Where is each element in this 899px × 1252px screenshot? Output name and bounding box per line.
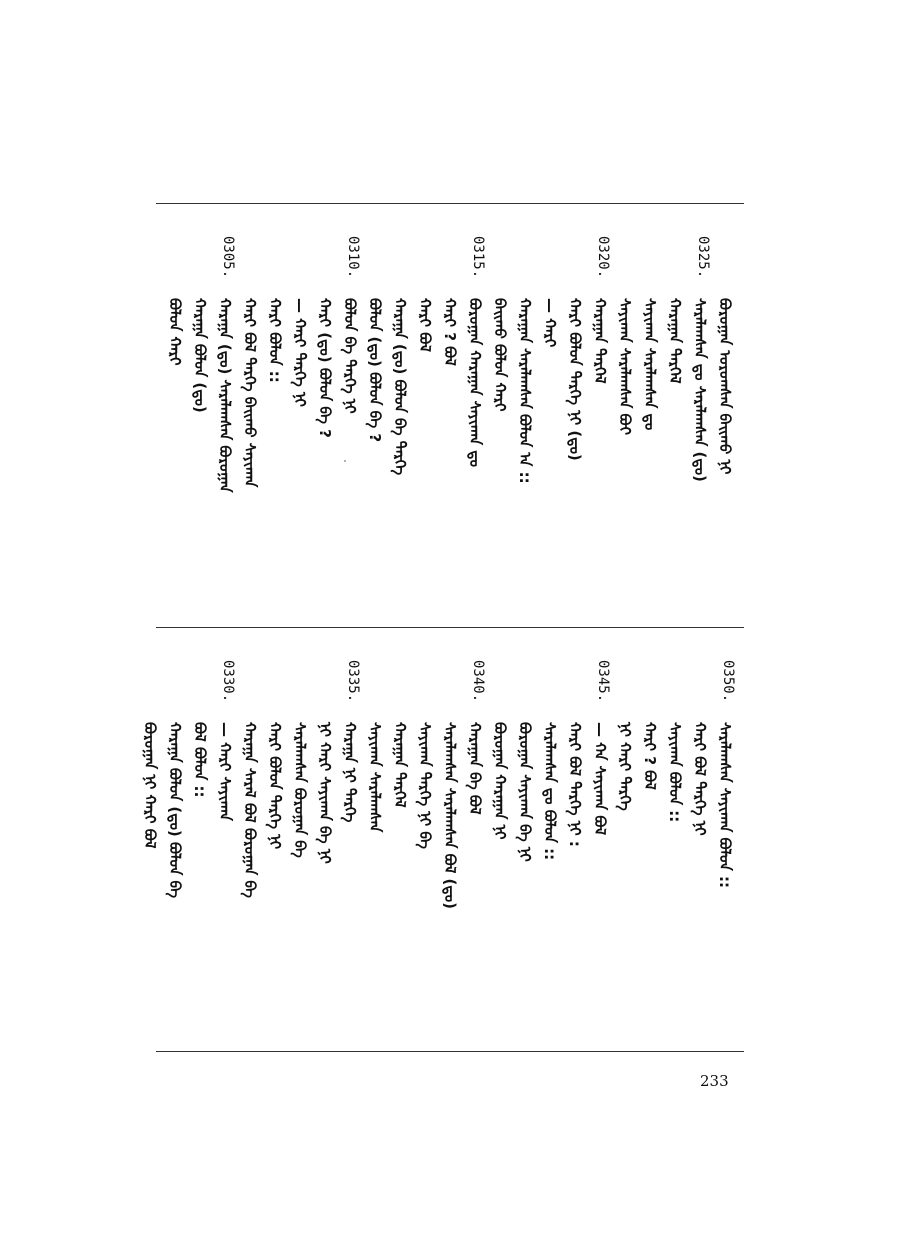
line-number: 0330. [220, 660, 236, 703]
line-number: 0310. [345, 236, 361, 279]
verse-line: ᠪᠣᠯᠤᠨ ᠪᠠ ᠲᠡᠷᠭᠡ ᠨᠢ [341, 298, 359, 414]
lower-verse-block [141, 660, 744, 1040]
verse-line: ᠬᠠᠷᠠᠭᠠ ᠨᠢ ᠲᠡᠷᠭᠡ [341, 722, 359, 823]
verse-line: ᠰᠠᠷᠠᠯᠠᠭᠰᠠᠨ ᠰᠠᠷᠠᠯᠠᠭᠰᠠᠨ ᠪᠣᠯ (ᠳᠤ) [441, 722, 459, 909]
bottom-rule [156, 1051, 744, 1052]
verse-line: ᠬᠠᠷᠢ ᠪᠣᠯᠤᠨ ᠲᠡᠷᠭᠡ ᠨᠢ (ᠳᠤ) [566, 298, 584, 461]
verse-line: — ᠬᠠᠷᠢ ᠰᠠᠶᠢᠬᠠᠨ [216, 722, 234, 821]
upper-verse-block [156, 236, 744, 616]
verse-line: ᠬᠠᠷᠠᠭᠠᠨ ᠪᠠ ᠪᠣᠯ [466, 722, 484, 815]
verse-line: — ᠬᠠᠷᠢ ᠲᠡᠷᠭᠡ ᠨᠢ [291, 298, 309, 407]
verse-line: ᠬᠠᠷᠢ ᠪᠣᠯ ᠲᠡᠷᠭᠡ ᠨᠢ [691, 722, 709, 836]
line-number: 0320. [595, 236, 611, 279]
verse-line: ᠬᠠᠷᠢ ᠪᠣᠯ ᠲᠡᠷᠭᠡ ᠪᠠᠢ᠌ᠬᠤ ᠰᠠᠶᠢᠬᠠᠨ [241, 298, 259, 488]
verse-line: ᠰᠠᠷᠠᠯᠠᠭᠰᠠᠨ ᠪᠣᠷᠣᠭᠠᠨ ᠪᠠ [291, 722, 309, 858]
line-number: 0340. [470, 660, 486, 703]
verse-line: ᠪᠣᠷᠣᠭᠠᠨ ᠬᠠᠷᠠᠭᠠᠨ ᠰᠠᠶᠢᠬᠠᠨ ᠳᠤ [466, 298, 484, 467]
verse-line: ᠪᠣᠷᠣᠭᠠᠨ ᠰᠠᠶᠢᠬᠠᠨ ᠪᠠ ᠨᠢ [516, 722, 534, 862]
verse-line: ᠪᠣᠷᠣᠭᠠᠨ ᠬᠠᠷᠠᠭᠠᠨ ᠨᠢ [491, 722, 509, 840]
line-number: 0325. [695, 236, 711, 279]
page-number: 233 [700, 1072, 729, 1090]
verse-line: ᠬᠠᠷᠢ ? ᠪᠣᠯ [441, 298, 459, 366]
line-number: 0350. [720, 660, 736, 703]
verse-line: ᠰᠠᠶᠢᠬᠠᠨ ᠰᠠᠷᠠᠯᠠᠭᠰᠠᠨ ᠪᠤᠢ [616, 298, 634, 436]
middle-rule [156, 627, 744, 628]
verse-line: ᠬᠠᠷᠠᠭᠠᠨ ᠰᠠᠷᠠᠯᠠᠭᠰᠠᠨ ᠪᠣᠯᠤᠨ ᠠ :: [516, 298, 534, 484]
verse-line: — ᠬᠠᠷᠢ [541, 298, 559, 348]
verse-line: ᠨᠢ ᠬᠠᠷᠢ ᠰᠠᠶᠢᠬᠠᠨ ᠪᠠ ᠨᠢ [316, 722, 334, 864]
speck-mark [344, 460, 346, 462]
verse-line: ᠰᠠᠷᠠᠯᠠᠭᠰᠠᠨ ᠳᠤ ᠰᠠᠷᠠᠯᠠᠭᠰᠠᠨ (ᠳᠤ) [691, 298, 709, 482]
verse-line: ᠬᠠᠷᠠᠭᠠ ᠪᠣᠯᠤᠨ (ᠳᠤ) ᠪᠣᠯᠤᠨ ᠪᠠ [166, 722, 184, 899]
verse-line: ᠬᠠᠷᠠᠭᠠ ᠰᠠᠷᠠᠯ ᠪᠣᠯ ᠪᠣᠷᠣᠭᠠᠨ ᠪᠠ [241, 722, 259, 898]
verse-line: ᠬᠠᠷᠠᠭᠠ (ᠳᠤ) ᠪᠣᠯᠤᠨ ᠪᠠ ᠲᠡᠷᠭᠡ [391, 298, 409, 476]
verse-line: ᠬᠠᠷᠢ ᠪᠣᠯ ᠲᠡᠷᠭᠡ ᠨᠢ : [566, 722, 584, 847]
line-number: 0345. [595, 660, 611, 703]
verse-line: ᠬᠠᠷᠠᠭᠠᠨ ᠲᠡᠷᠭᠡᠯ [666, 298, 684, 384]
verse-line: — ᠬᠠ ᠰᠠᠶᠢᠬᠠᠨ ᠪᠣᠯ [591, 722, 609, 836]
verse-line: ᠬᠠᠷᠢ ᠪᠣᠯ [416, 298, 434, 352]
verse-line: ᠪᠣᠯ ᠪᠣᠯᠤᠨ :: [191, 722, 209, 798]
verse-line: ᠰᠠᠶᠢᠬᠠᠨ ᠰᠠᠷᠠᠯᠠᠭᠰᠠᠨ [366, 722, 384, 833]
verse-line: ᠰᠠᠷᠠᠯᠠᠭᠰᠠᠨ ᠰᠠᠶᠢᠬᠠᠨ ᠪᠣᠯᠤᠨ :: [716, 722, 734, 888]
verse-line: ᠬᠠᠷᠢ ? ᠪᠣᠯ [641, 722, 659, 790]
verse-line: ᠰᠠᠶᠢᠬᠠᠨ ᠲᠡᠷᠭᠡ ᠨᠢ ᠪᠠ [416, 722, 434, 849]
verse-line: ᠬᠠᠷᠠᠭᠠ (ᠳᠤ) ᠰᠠᠷᠠᠯᠠᠭᠰᠠᠨ ᠪᠣᠷᠣᠭᠠᠨ [216, 298, 234, 493]
verse-line: ᠪᠣᠯᠤᠨ (ᠳᠤ) ᠪᠣᠯᠤᠨ ᠪᠠ ? [366, 298, 384, 443]
verse-line: ᠰᠠᠶᠢᠬᠠᠨ ᠪᠣᠯᠤᠨ :: [666, 722, 684, 823]
verse-line: ᠨᠢ ᠬᠠᠷᠢ ᠲᠡᠷᠭᠡ [616, 722, 634, 811]
verse-line: ᠪᠣᠯᠤᠨ ᠬᠠᠷᠢ [166, 298, 184, 366]
verse-line: ᠬᠠᠷᠢ ᠪᠣᠯᠤᠨ ᠲᠡᠷᠭᠡ ᠨᠢ [266, 722, 284, 850]
line-number: 0305. [220, 236, 236, 279]
verse-line: ᠪᠠᠢ᠌ᠬᠤ ᠪᠣᠯᠤᠨ ᠬᠠᠷᠢ [491, 298, 509, 412]
verse-line: ᠬᠠᠷᠢ (ᠳᠤ) ᠪᠣᠯᠤᠨ ᠪᠠ ? [316, 298, 334, 438]
verse-line: ᠪᠣᠷᠣᠭᠠᠨ ᠨᠢ ᠬᠠᠷᠢ ᠪᠣᠯ [141, 722, 159, 849]
verse-line: ᠪᠣᠷᠣᠭᠠᠨ ᠣᠷᠣᠭᠰᠠᠨ ᠪᠠᠢ᠌ᠬᠤ ᠨᠢ [716, 298, 734, 475]
line-number: 0315. [470, 236, 486, 279]
verse-line: ᠬᠠᠷᠠᠭᠠᠨ ᠲᠡᠷᠭᠡᠯ [591, 298, 609, 384]
line-number: 0335. [345, 660, 361, 703]
top-rule [156, 203, 744, 204]
verse-line: ᠰᠠᠶᠢᠬᠠᠨ ᠰᠠᠷᠠᠯᠠᠭᠰᠠᠨ ᠳᠤ [641, 298, 659, 431]
verse-line: ᠰᠠᠷᠠᠯᠠᠭᠰᠠᠨ ᠳᠤ ᠪᠣᠯᠤᠨ :: [541, 722, 559, 861]
verse-line: ᠬᠠᠷᠢ ᠪᠣᠯᠤᠨ :: [266, 298, 284, 383]
verse-line: ᠬᠠᠷᠠᠭᠠ ᠪᠣᠯᠤᠨ (ᠳᠤ) [191, 298, 209, 413]
verse-line: ᠬᠠᠷᠠᠭᠠᠨ ᠲᠡᠷᠭᠡᠯ [391, 722, 409, 808]
